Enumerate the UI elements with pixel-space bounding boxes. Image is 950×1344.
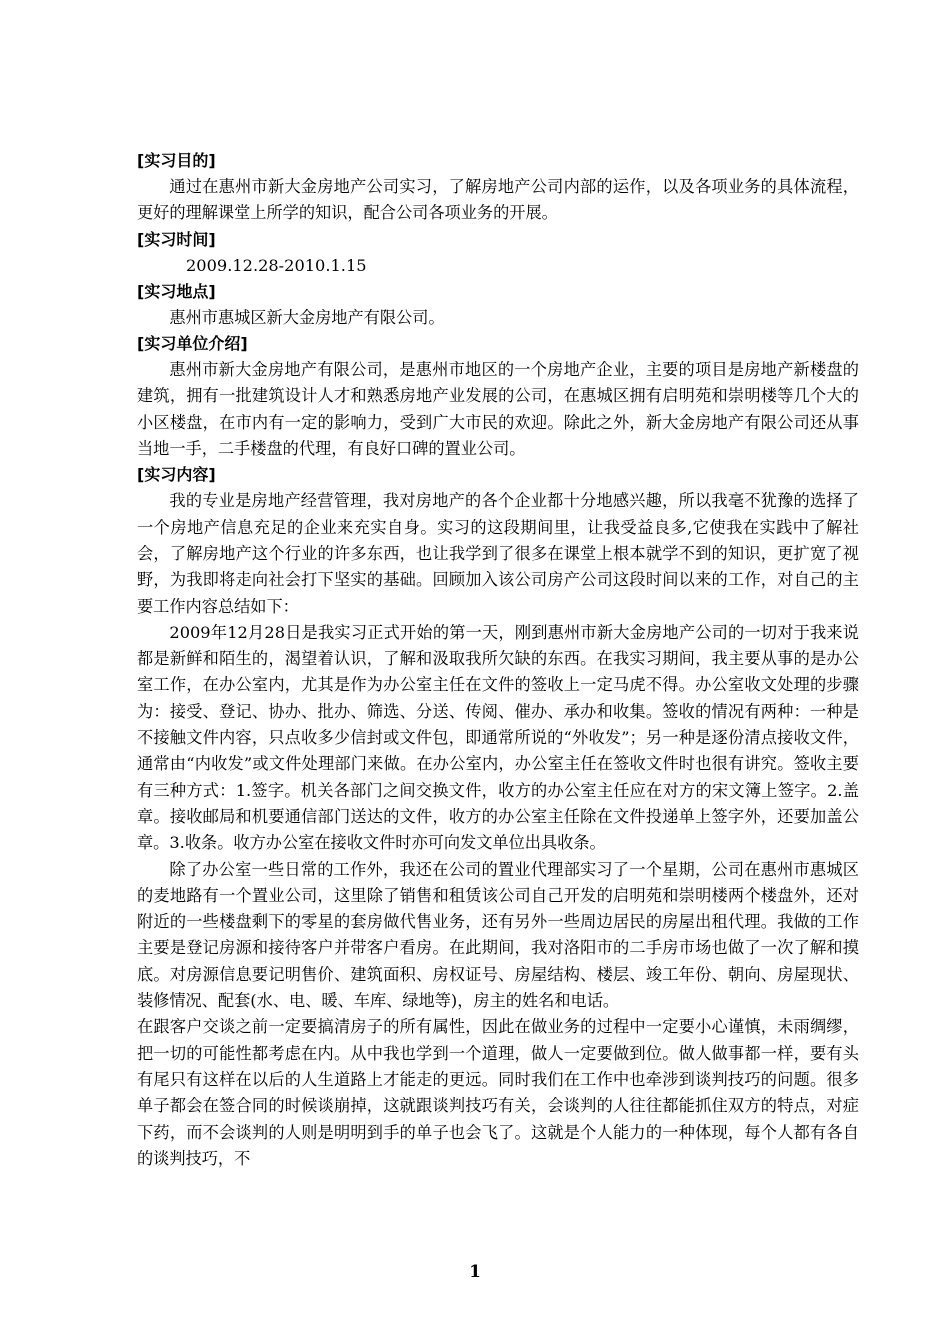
content-paragraph-4: 在跟客户交谈之前一定要搞清房子的所有属性，因此在做业务的过程中一定要小心谨慎，未雨绸缪，把一切的可能性都考虑在内。从中我也学到一个道理，做人一定要做到位。做人做事都一样，要有头有尾只有这样在以后的人生道路上才能走的更远。同时我们在工作中也牵涉到谈判技巧的问题。很多单子都会在签合同的时候谈崩掉，这就跟谈判技巧有关，会谈判的人往往都能抓住双方的特点，对症下药，而不会谈判的人则是明明到手的单子也会飞了。这就是个人能力的一种体现，每个人都有各自的谈判技巧，不 xyxy=(137,1017,859,1168)
section-heading-purpose: [实习目的] xyxy=(137,151,216,170)
company-intro-paragraph: 惠州市新大金房地产有限公司，是惠州市地区的一个房地产企业，主要的项目是房地产新楼盘的建筑，拥有一批建筑设计人才和熟悉房地产业发展的公司，在惠城区拥有启明苑和崇明楼等几个大的小区楼盘，在市内有一定的影响力，受到广大市民的欢迎。除此之外，新大金房地产有限公司还从事当地一手，二手楼盘的代理，有良好口碑的置业公司。 xyxy=(137,360,859,459)
content-paragraph-3: 除了办公室一些日常的工作外，我还在公司的置业代理部实习了一个星期，公司在惠州市惠城区的麦地路有一个置业公司，这里除了销售和租赁该公司自己开发的启明苑和崇明楼两个楼盘外，还对附近的一些楼盘剩下的零星的套房做代售业务，还有另外一些周边居民的房屋出租代理。我做的工作主要是登记房源和接待客户并带客户看房。在此期间，我对洛阳市的二手房市场也做了一次了解和摸底。对房源信息要记明售价、建筑面积、房权证号、房屋结构、楼层、竣工年份、朝向、房屋现状、装修情况、配套(水、电、暖、车库、绿地等)，房主的姓名和电话。 xyxy=(137,859,859,1011)
page-number: 1 xyxy=(469,1262,481,1282)
document-body xyxy=(137,148,859,1172)
content-paragraph-1: 我的专业是房地产经营管理，我对房地产的各个企业都十分地感兴趣，所以我毫不犹豫的选择了一个房地产信息充足的企业来充实自身。实习的这段期间里，让我受益良多,它使我在实践中了解社会，了解房地产这个行业的许多东西，也让我学到了很多在课堂上根本就学不到的知识，更扩宽了视野，为我即将走向社会打下坚实的基础。回顾加入该公司房产公司这段时间以来的工作，对自己的主要工作内容总结如下： xyxy=(137,491,859,616)
section-heading-content: [实习内容] xyxy=(137,465,216,485)
section-heading-company-intro: [实习单位介绍] xyxy=(137,334,248,354)
section-heading-time: [实习时间] xyxy=(137,229,216,249)
section-heading-location: [实习地点] xyxy=(137,281,216,301)
time-paragraph: 2009.12.28-2010.1.15 xyxy=(186,255,367,275)
location-paragraph: 惠州市惠城区新大金房地产有限公司。 xyxy=(169,307,445,327)
purpose-paragraph: 通过在惠州市新大金房地产公司实习，了解房地产公司内部的运作，以及各项业务的具体流程，更好的理解课堂上所学的知识，配合公司各项业务的开展。 xyxy=(137,177,859,223)
content-paragraph-2: 2009年12月28日是我实习正式开始的第一天，刚到惠州市新大金房地产公司的一切对于我来说都是新鲜和陌生的，渴望着认识，了解和汲取我所欠缺的东西。在我实习期间，我主要从事的是办公室工作，在办公室内，尤其是作为办公室主任在文件的签收上一定马虎不得。办公室收文处理的步骤为：接受、登记、协办、批办、筛选、分送、传阅、催办、承办和收集。签收的情况有两种：一种是不接触文件内容，只点收多少信封或文件包，即通常所说的“外收发”；另一种是逐份清点接收文件，通常由“内收发”或文件处理部门来做。在办公室内，办公室主任在签收文件时也很有讲究。签收主要有三种方式：1.签字。机关各部门之间交换文件，收方的办公室主任应在对方的宋文簿上签字。2.盖章。接收邮局和机要通信部门送达的文件，收方的办公室主任除在文件投递单上签字外，还要加盖公章。3.收条。收方办公室在接收文件时亦可向发文单位出具收条。 xyxy=(137,622,859,853)
